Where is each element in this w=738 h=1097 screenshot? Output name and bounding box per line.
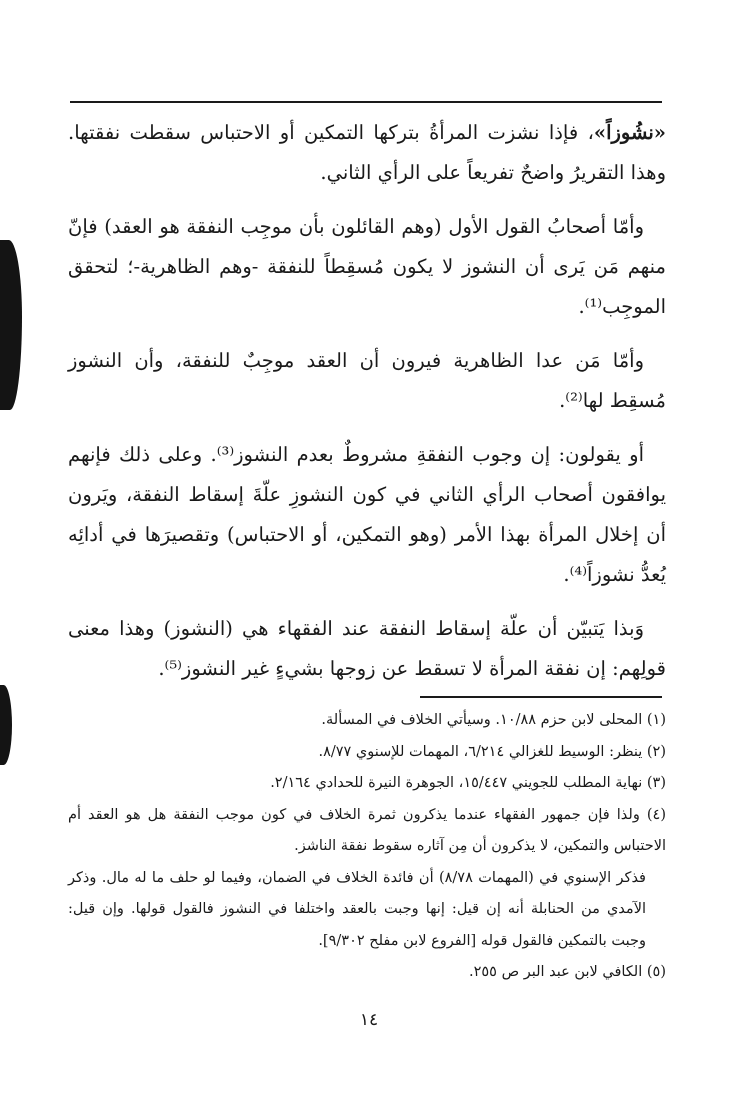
footnote-separator: [420, 696, 662, 698]
footnote-continuation: فذكر الإسنوي في (المهمات ٨/٧٨) أن فائدة الخلاف في الضمان، وفيما لو حلف ما له مال. وذكر الآمدي من الحنابلة أنه إن قيل: إنها وجبت بالعقد واختلفا في النشوز فالقول قولها. وإن قيل: وجبت بالتمكين فالقول قوله [الفروع لابن مفلح ٩/٣٠٢].: [68, 869, 646, 949]
paragraph: [68, 113, 666, 193]
paragraph: [68, 341, 666, 421]
scan-edge-shadow: [0, 240, 22, 410]
paragraph-text: وأمّا أصحابُ القول الأول (وهم القائلون بأن موجِب النفقة هو العقد) فإنّ منهم مَن يَرى أن النشوز لا يكون مُسقِطاً للنفقة -وهم الظاهرية-؛ لتحقق الموجِب⁽¹⁾.: [68, 215, 666, 318]
paragraph-text: وَبذا يَتبيّن أن علّة إسقاط النفقة عند الفقهاء هي (النشوز) وهذا معنى قولِهم: إن نفقة المرأة لا تسقط عن زوجها بشيءٍ غير النشوز⁽⁵⁾.: [68, 617, 666, 680]
footnote: (٤) ولذا فإن جمهور الفقهاء عندما يذكرون ثمرة الخلاف في كون موجب النفقة هل هو العقد أم الاحتباس والتمكين، لا يذكرون أن مِن آثاره سقوط نفقة الناشز.: [68, 806, 666, 854]
footnote: (٣) نهاية المطلب للجويني ١٥/٤٤٧، الجوهرة النيرة للحدادي ٢/١٦٤.: [270, 775, 666, 791]
scan-edge-shadow: [0, 685, 12, 765]
paragraph: [68, 609, 666, 689]
paragraph-text: وأمّا مَن عدا الظاهرية فيرون أن العقد موجِبٌ للنفقة، وأن النشوز مُسقِط لها⁽²⁾.: [68, 349, 666, 412]
footnote: (٢) ينظر: الوسيط للغزالي ٦/٢١٤، المهمات للإسنوي ٨/٧٧.: [318, 743, 666, 760]
footnotes: [68, 705, 666, 989]
paragraph-text: أو يقولون: إن وجوب النفقةِ مشروطٌ بعدم النشوز⁽³⁾. وعلى ذلك فإنهم يوافقون أصحاب الرأي الثاني في كون النشوزِ علّةَ إسقاط النفقة، ويَرون أن إخلال المرأة بهذا الأمر (وهو التمكين، أو الاحتباس) وتقصيرَها في أدائِه يُعدُّ نشوزاً⁽⁴⁾.: [68, 443, 666, 586]
paragraph-text: ، فإذا نشزت المرأةُ بتركها التمكين أو الاحتباس سقطت نفقتها. وهذا التقريرُ واضحٌ تفريعاً على الرأي الثاني.: [68, 121, 666, 184]
main-text: [68, 113, 666, 703]
footnote: (٥) الكافي لابن عبد البر ص ٢٥٥.: [469, 964, 666, 980]
paragraph: [68, 207, 666, 327]
footnote: (١) المحلى لابن حزم ١٠/٨٨. وسيأتي الخلاف في المسألة.: [321, 712, 666, 728]
header-rule: [70, 101, 662, 103]
paragraph-lead: «نشُوزاً»: [593, 121, 666, 144]
paragraph: [68, 435, 666, 595]
page-number: ١٤: [359, 1010, 379, 1030]
